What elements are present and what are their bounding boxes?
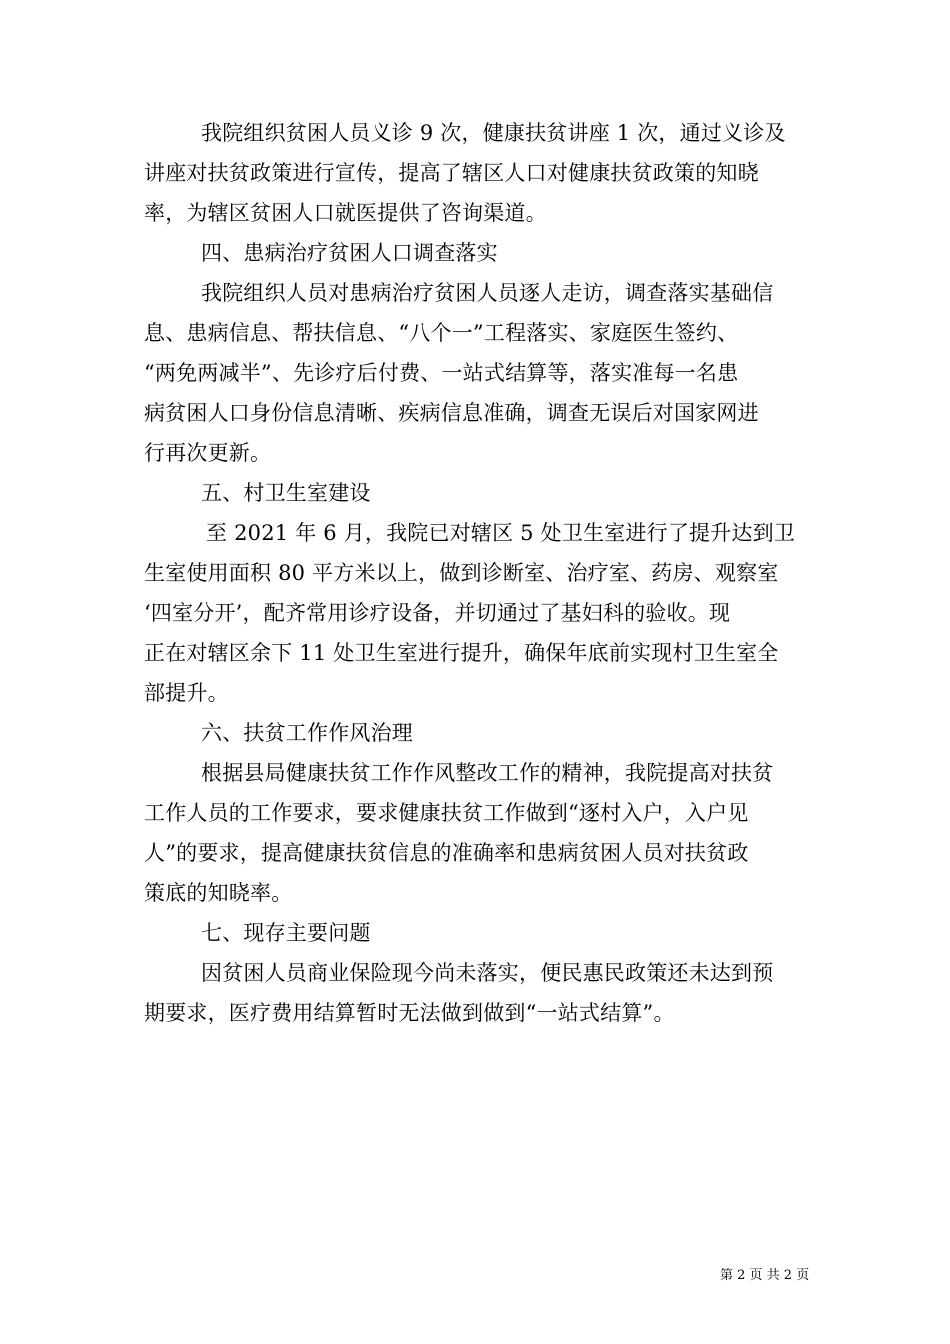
paragraph-line: 根据县局健康扶贫工作作风整改工作的精神，我院提高对扶贫: [201, 761, 774, 785]
paragraph-line: 部提升。: [144, 681, 229, 705]
paragraph-line: 病贫困人口身份信息清晰、疾病信息准确，调查无误后对国家网进: [144, 401, 759, 425]
paragraph-line: 生室使用面积 80 平方米以上，做到诊断室、治疗室、药房、观察室: [144, 561, 779, 585]
paragraph-line: 人”的要求，提高健康扶贫信息的准确率和患病贫困人员对扶贫政: [144, 841, 749, 865]
paragraph-line: 息、患病信息、帮扶信息、“八个一”工程落实、家庭医生签约、: [144, 321, 739, 345]
paragraph-line: 期要求，医疗费用结算暂时无法做到做到“一站式结算”。: [144, 1001, 675, 1025]
paragraph-line: 我院组织人员对患病治疗贫困人员逐人走访，调查落实基础信: [201, 281, 774, 305]
paragraph-line: 策底的知晓率。: [144, 881, 293, 905]
section-heading: 六、扶贫工作作风治理: [201, 721, 413, 745]
section-heading: 四、患病治疗贫困人口调查落实: [201, 241, 498, 265]
paragraph-line: 我院组织贫困人员义诊 9 次，健康扶贫讲座 1 次，通过义诊及: [201, 121, 786, 145]
paragraph-line: 正在对辖区余下 11 处卫生室进行提升，确保年底前实现村卫生室全: [144, 641, 779, 665]
paragraph-line: 至 2021 年 6 月，我院已对辖区 5 处卫生室进行了提升达到卫: [206, 521, 796, 545]
section-heading: 五、村卫生室建设: [201, 481, 371, 505]
paragraph-line: “两免两减半”、先诊疗后付费、一站式结算等，落实准每一名患: [144, 361, 739, 385]
paragraph-line: 讲座对扶贫政策进行宣传，提高了辖区人口对健康扶贫政策的知晓: [144, 161, 759, 185]
paragraph-line: 行再次更新。: [144, 441, 272, 465]
paragraph-line: 率，为辖区贫困人口就医提供了咨询渠道。: [144, 201, 547, 225]
paragraph-line: ‘四室分开’，配齐常用诊疗设备，并切通过了基妇科的验收。现: [144, 601, 731, 625]
paragraph-line: 工作人员的工作要求，要求健康扶贫工作做到“逐村入户，入户见: [144, 801, 749, 825]
section-heading: 七、现存主要问题: [201, 921, 371, 945]
page-number-footer: 第 2 页 共 2 页: [720, 1268, 810, 1283]
paragraph-line: 因贫困人员商业保险现今尚未落实，便民惠民政策还未达到预: [201, 961, 774, 985]
